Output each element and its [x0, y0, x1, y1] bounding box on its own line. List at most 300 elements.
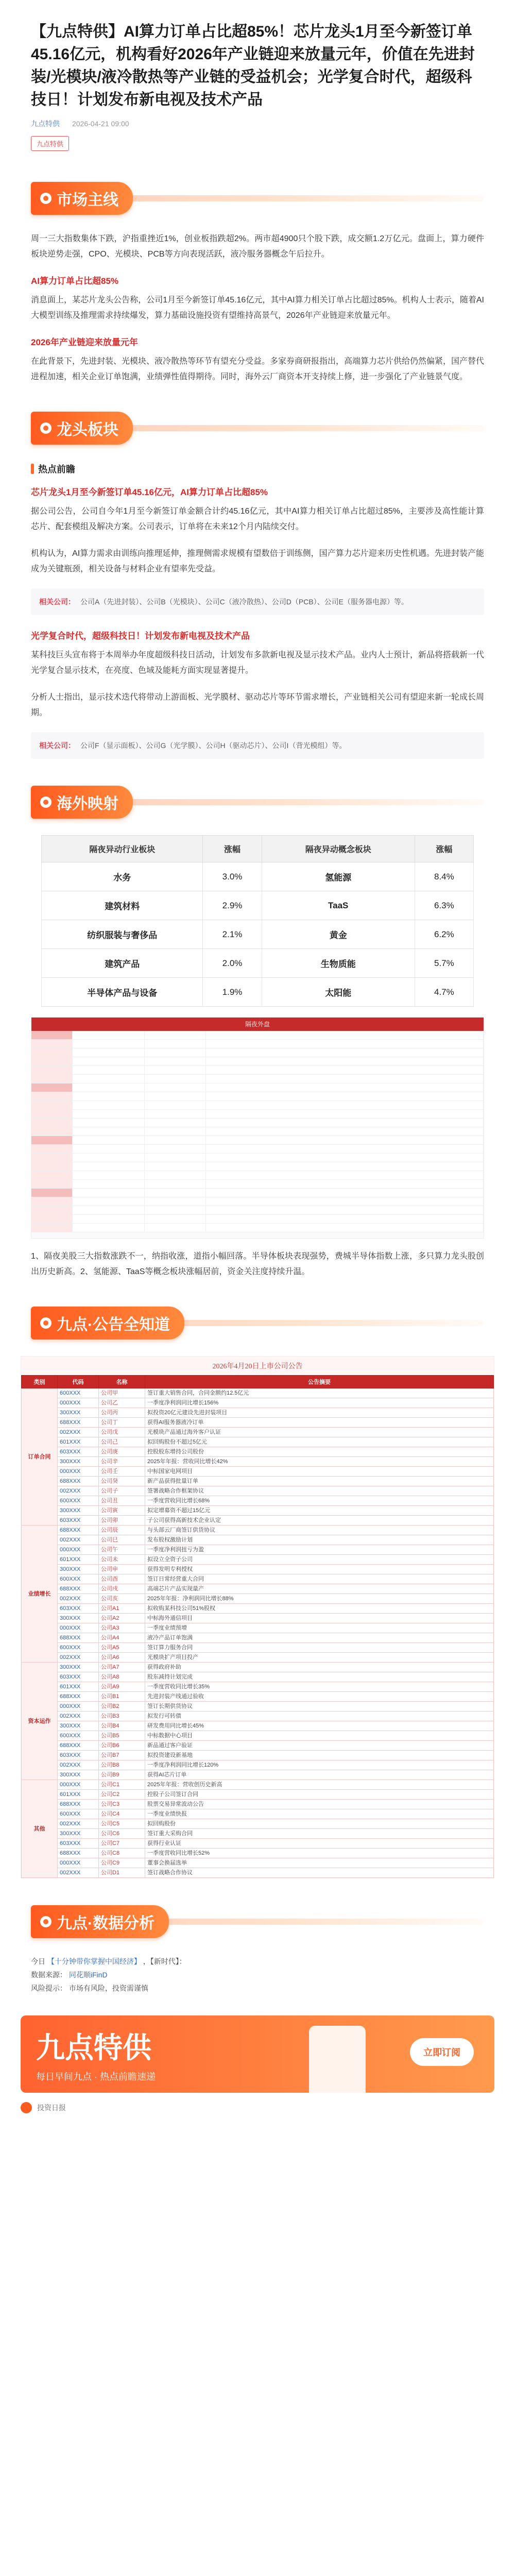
change-cell: 8.4% [415, 862, 473, 891]
announcement-summary-cell: 拟投资建设新基地 [145, 1751, 494, 1760]
table-row [22, 1741, 494, 1751]
section-title: 九点·数据分析 [57, 1915, 154, 1932]
announcement-summary-cell: 拟设立全资子公司 [145, 1555, 494, 1565]
table-row [22, 1437, 494, 1447]
paragraph: 周一三大指数集体下跌，沪指重挫近1%，创业板指跌超2%。两市超4900只个股下跌，成交额1.2万亿元。盘面上，算力硬件板块逆势走强，CPO、光模块、PCB等方向表现活跃，液冷服务器概念午后拉升。 [31, 234, 484, 259]
section-badge [31, 1307, 184, 1340]
section-title: 海外映射 [57, 795, 118, 812]
dragon-subtitle-1: 芯片龙头1月至今新签订单45.16亿元，AI算力订单占比超85% [31, 487, 268, 497]
announcement-summary-cell: 签署战略合作框架协议 [145, 1486, 494, 1496]
announcement-summary-cell: 一季度净利润同比增长120% [145, 1760, 494, 1770]
stock-code-cell[interactable]: 300XXX [58, 1408, 99, 1418]
stock-name-cell[interactable]: 公司卯 [99, 1516, 145, 1526]
related-label: 相关公司： [39, 741, 75, 750]
table-row [22, 1809, 494, 1819]
announcement-summary-cell: 拟回购股份不超过5亿元 [145, 1437, 494, 1447]
sector-name-cell: 黄金 [262, 920, 415, 949]
announcement-title: 2026年4月20日上市公司公告 [21, 1357, 494, 1375]
overseas-detail-image [31, 1017, 484, 1239]
stock-code-cell[interactable]: 603XXX [58, 1839, 99, 1849]
stock-code-cell[interactable]: 300XXX [58, 1565, 99, 1574]
stock-name-cell[interactable]: 公司丁 [99, 1418, 145, 1428]
table-row [22, 1858, 494, 1868]
table-row [22, 1760, 494, 1770]
stock-name-cell[interactable]: 公司亥 [99, 1594, 145, 1604]
section-title: 市场主线 [57, 192, 118, 209]
stats-label: 风险提示： [31, 1984, 67, 1992]
sector-name-cell: 太阳能 [262, 978, 415, 1007]
paragraph: 1、隔夜美股三大指数涨跌不一，纳指收涨，道指小幅回落。半导体板块表现强势，费城半导体指数上涨，多只算力龙头股创出历史新高。2、氢能源、TaaS等概念板块涨幅居前，资金关注度持续升温。 [31, 1252, 484, 1276]
announcement-summary-cell: 获得AI服务器液冷订单 [145, 1418, 494, 1428]
bullet-icon [40, 1916, 52, 1927]
sector-name-cell: 建筑产品 [42, 949, 203, 978]
change-cell: 5.7% [415, 949, 473, 978]
table-row [22, 1555, 494, 1565]
table-row [22, 1408, 494, 1418]
related-text: 公司F（显示面板）、公司G（光学膜）、公司H（驱动芯片）、公司I（背光模组）等。 [80, 741, 347, 750]
stock-name-cell[interactable]: 公司辛 [99, 1457, 145, 1467]
table-row [22, 1477, 494, 1486]
stock-code-cell[interactable]: 002XXX [58, 1535, 99, 1545]
stock-name-cell[interactable]: 公司B1 [99, 1692, 145, 1702]
table-row [22, 1506, 494, 1516]
article-source[interactable]: 九点特供 [31, 120, 60, 128]
sector-name-cell: 半导体产品与设备 [42, 978, 203, 1007]
stock-name-cell[interactable]: 公司A2 [99, 1614, 145, 1623]
announcement-summary-cell: 拟投资20亿元建设先进封装项目 [145, 1408, 494, 1418]
banner-big-title: 九点特供 [36, 2031, 151, 2064]
column-header: 隔夜异动行业板块 [42, 836, 203, 862]
stock-name-cell[interactable]: 公司A9 [99, 1682, 145, 1692]
announcement-summary-cell: 中标数据中心项目 [145, 1731, 494, 1741]
table-row [22, 1388, 494, 1398]
table-row [42, 978, 474, 1007]
banner-text [36, 2025, 156, 2083]
table-row [22, 1780, 494, 1790]
announcement-summary-cell: 签订长期供货协议 [145, 1702, 494, 1711]
stock-code-cell[interactable]: 601XXX [58, 1555, 99, 1565]
table-row [22, 1398, 494, 1408]
detail-image-row [31, 1110, 484, 1118]
stock-name-cell[interactable]: 公司C5 [99, 1819, 145, 1829]
stock-code-cell[interactable]: 601XXX [58, 1682, 99, 1692]
column-header: 涨幅 [415, 836, 473, 862]
stock-name-cell[interactable]: 公司乙 [99, 1398, 145, 1408]
stock-code-cell[interactable]: 000XXX [58, 1545, 99, 1555]
table-row [42, 920, 474, 949]
stock-name-cell[interactable]: 公司C2 [99, 1790, 145, 1800]
stock-code-cell[interactable]: 600XXX [58, 1496, 99, 1506]
detail-image-row [31, 1057, 484, 1066]
stock-code-cell[interactable]: 000XXX [58, 1702, 99, 1711]
stock-name-cell[interactable]: 公司C8 [99, 1849, 145, 1858]
stock-name-cell[interactable]: 公司己 [99, 1437, 145, 1447]
stock-code-cell[interactable]: 688XXX [58, 1477, 99, 1486]
announcement-summary-cell: 签订重大销售合同，合同金额约12.5亿元 [145, 1388, 494, 1398]
column-header: 涨幅 [203, 836, 262, 862]
announcement-summary-cell: 一季度营收同比增长52% [145, 1849, 494, 1858]
section-title: 龙头板块 [57, 421, 118, 438]
table-row [22, 1770, 494, 1780]
table-row [22, 1849, 494, 1858]
announcement-summary-cell: 2025年年报：营收同比增长42% [145, 1457, 494, 1467]
paragraph: 在此背景下，先进封装、光模块、液冷散热等环节有望充分受益。多家券商研报指出，高端算力芯片供给仍然偏紧，国产替代进程加速，相关企业订单饱满，业绩弹性值得期待。同时，海外云厂商资本开支持续上修，进一步强化了产业链景气度。 [31, 357, 485, 381]
table-row [22, 1594, 494, 1604]
announcement-summary-cell: 签订日常经营重大合同 [145, 1574, 494, 1584]
stock-code-cell[interactable]: 688XXX [58, 1633, 99, 1643]
related-companies-2 [31, 732, 484, 759]
dragon-tag [0, 462, 515, 476]
announcement-summary-cell: 新产品获得批量订单 [145, 1477, 494, 1486]
banner-subtitle: 每日早间九点 · 热点前瞻速递 [36, 2072, 156, 2082]
stock-name-cell[interactable]: 公司C6 [99, 1829, 145, 1839]
stock-code-cell[interactable]: 000XXX [58, 1623, 99, 1633]
stock-code-cell[interactable]: 603XXX [58, 1751, 99, 1760]
detail-image-row [31, 1048, 484, 1057]
bullet-icon [40, 422, 52, 434]
section-title: 九点·公告全知道 [57, 1316, 170, 1333]
announcement-summary-cell: 新品通过客户验证 [145, 1741, 494, 1751]
table-row [22, 1604, 494, 1614]
phone-icon [309, 2026, 366, 2093]
subscribe-button[interactable]: 立即订阅 [410, 2038, 474, 2066]
title-mark-icon [31, 464, 34, 474]
announcement-summary-cell: 高端芯片产品实现量产 [145, 1584, 494, 1594]
detail-image-header: 隔夜外盘 [31, 1018, 484, 1031]
table-row [22, 1819, 494, 1829]
table-row [22, 1565, 494, 1574]
stock-code-cell[interactable]: 002XXX [58, 1486, 99, 1496]
stock-code-cell[interactable]: 688XXX [58, 1741, 99, 1751]
stock-code-cell[interactable]: 002XXX [58, 1819, 99, 1829]
stats-link[interactable]: 【十分钟带你掌握中国经济】 [47, 1957, 141, 1965]
bullet-icon [40, 796, 52, 808]
table-header-row [42, 836, 474, 862]
stock-name-cell[interactable]: 公司A6 [99, 1653, 145, 1663]
announcement-summary-cell: 签订重大采购合同 [145, 1829, 494, 1839]
stock-name-cell[interactable]: 公司C1 [99, 1780, 145, 1790]
tag-row [0, 129, 515, 155]
stock-code-cell[interactable]: 603XXX [58, 1516, 99, 1526]
article-time: 2026-04-21 09:00 [72, 120, 129, 128]
stock-code-cell[interactable]: 000XXX [58, 1467, 99, 1477]
detail-image-row [31, 1031, 484, 1040]
stock-name-cell[interactable]: 公司庚 [99, 1447, 145, 1457]
stock-name-cell[interactable]: 公司A8 [99, 1672, 145, 1682]
table-row [22, 1486, 494, 1496]
table-row [22, 1663, 494, 1672]
announcement-summary-cell: 2025年年报：净利润同比增长88% [145, 1594, 494, 1604]
stock-name-cell[interactable]: 公司B5 [99, 1731, 145, 1741]
paragraph: 分析人士指出，显示技术迭代将带动上游面板、光学膜材、驱动芯片等环节需求增长，产业链相关公司有望迎来新一轮成长周期。 [31, 693, 485, 717]
stock-name-cell[interactable]: 公司酉 [99, 1574, 145, 1584]
table-row [22, 1623, 494, 1633]
announcement-summary-cell: 一季度净利润同比增长156% [145, 1398, 494, 1408]
stock-code-cell[interactable]: 002XXX [58, 1594, 99, 1604]
announcement-summary-cell: 签订算力服务合同 [145, 1643, 494, 1653]
highlight-line: 2026年产业链迎来放量元年 [31, 337, 138, 347]
table-row [22, 1682, 494, 1692]
stock-code-cell[interactable]: 600XXX [58, 1388, 99, 1398]
table-row [42, 949, 474, 978]
announcement-summary-cell: 中标海外通信项目 [145, 1614, 494, 1623]
stock-name-cell[interactable]: 公司A7 [99, 1663, 145, 1672]
change-cell: 3.0% [203, 862, 262, 891]
section-banner-market [31, 178, 484, 219]
stats-line [31, 1981, 484, 1995]
table-row [42, 891, 474, 920]
change-cell: 2.9% [203, 891, 262, 920]
column-header: 类别 [22, 1376, 58, 1388]
table-row [22, 1467, 494, 1477]
paragraph: 某科技巨头宣布将于本周举办年度超级科技日活动，计划发布多款新电视及显示技术产品。业内人士预计，新品将搭载新一代光学复合显示技术，在亮度、色域及能耗方面实现显著提升。 [31, 651, 485, 675]
table-header-row [22, 1376, 494, 1388]
announcement-summary-cell: 拟回购股份 [145, 1819, 494, 1829]
table-row [22, 1702, 494, 1711]
stock-name-cell[interactable]: 公司午 [99, 1545, 145, 1555]
stock-name-cell[interactable]: 公司寅 [99, 1506, 145, 1516]
stock-code-cell[interactable]: 601XXX [58, 1437, 99, 1447]
detail-image-row [31, 1075, 484, 1083]
detail-image-row [31, 1145, 484, 1154]
announcement-summary-cell: 发布股权激励计划 [145, 1535, 494, 1545]
stock-name-cell[interactable]: 公司C4 [99, 1809, 145, 1819]
announcement-summary-cell: 控股子公司签订合同 [145, 1790, 494, 1800]
article-tag[interactable]: 九点特供 [31, 136, 69, 151]
column-header: 隔夜异动概念板块 [262, 836, 415, 862]
stock-code-cell[interactable]: 603XXX [58, 1604, 99, 1614]
stock-name-cell[interactable]: 公司辰 [99, 1526, 145, 1535]
stock-name-cell[interactable]: 公司B6 [99, 1741, 145, 1751]
stock-name-cell[interactable]: 公司子 [99, 1486, 145, 1496]
section-banner-dragon [31, 408, 484, 449]
stock-code-cell[interactable]: 300XXX [58, 1614, 99, 1623]
announcement-block [21, 1356, 494, 1878]
stock-name-cell[interactable]: 公司丙 [99, 1408, 145, 1418]
article-title: 【九点特供】AI算力订单占比超85%！芯片龙头1月至今新签订单45.16亿元，机构看好2026年产业链迎来放量元年，价值在先进封装/光模块/液冷散热等产业链的受益机会；光学复合时代，超级科技日！计划发布新电视及技术产品 [31, 23, 475, 108]
detail-image-row [31, 1197, 484, 1206]
stock-code-cell[interactable]: 000XXX [58, 1398, 99, 1408]
change-cell: 6.3% [415, 891, 473, 920]
brand-logo-icon [21, 2102, 32, 2113]
detail-image-row [31, 1092, 484, 1101]
announcement-summary-cell: 拟收购某科技公司51%股权 [145, 1604, 494, 1614]
bottom-bar [21, 2102, 494, 2113]
detail-image-row [31, 1206, 484, 1215]
stock-name-cell[interactable]: 公司壬 [99, 1467, 145, 1477]
sector-name-cell: 生物质能 [262, 949, 415, 978]
detail-image-row [31, 1162, 484, 1171]
table-row [22, 1672, 494, 1682]
paragraph: 机构认为，AI算力需求由训练向推理延伸，推理侧需求规模有望数倍于训练侧，国产算力芯片迎来历史性机遇。先进封装产能成为关键瓶颈，相关设备与材料企业有望率先受益。 [31, 549, 484, 573]
stock-name-cell[interactable]: 公司A4 [99, 1633, 145, 1643]
announcement-summary-cell: 与头部云厂商签订供货协议 [145, 1526, 494, 1535]
overseas-table [41, 835, 474, 1007]
stock-name-cell[interactable]: 公司C9 [99, 1858, 145, 1868]
sector-name-cell: 水务 [42, 862, 203, 891]
bullet-icon [40, 193, 52, 204]
stock-name-cell[interactable]: 公司A5 [99, 1643, 145, 1653]
stock-code-cell[interactable]: 601XXX [58, 1790, 99, 1800]
announcement-summary-cell: 一季度营收同比增长68% [145, 1496, 494, 1506]
stock-name-cell[interactable]: 公司巳 [99, 1535, 145, 1545]
announcement-summary-cell: 子公司获得高新技术企业认定 [145, 1516, 494, 1526]
stock-name-cell[interactable]: 公司未 [99, 1555, 145, 1565]
section-banner-announce [31, 1302, 484, 1344]
column-header: 代码 [58, 1376, 99, 1388]
table-row [22, 1496, 494, 1506]
sector-name-cell: 建筑材料 [42, 891, 203, 920]
related-text: 公司A（先进封装）、公司B（光模块）、公司C（液冷散热）、公司D（PCB）、公司E（服务器电源）等。 [80, 598, 409, 606]
highlight-line: AI算力订单占比超85% [31, 276, 119, 286]
stock-name-cell[interactable]: 公司戌 [99, 1584, 145, 1594]
table-row [22, 1574, 494, 1584]
stock-name-cell[interactable]: 公司戊 [99, 1428, 145, 1437]
stock-code-cell[interactable]: 300XXX [58, 1721, 99, 1731]
stats-label: 数据来源： [31, 1971, 67, 1979]
section-badge [31, 182, 133, 215]
section-badge [31, 786, 133, 819]
stock-name-cell[interactable]: 公司丑 [99, 1496, 145, 1506]
table-row [22, 1800, 494, 1809]
stock-code-cell[interactable]: 300XXX [58, 1770, 99, 1780]
sector-name-cell: 纺织服装与奢侈品 [42, 920, 203, 949]
announcement-summary-cell: 2025年年报：营收创历史新高 [145, 1780, 494, 1790]
table-row [22, 1584, 494, 1594]
stock-code-cell[interactable]: 002XXX [58, 1428, 99, 1437]
table-row [22, 1526, 494, 1535]
stock-code-cell[interactable]: 002XXX [58, 1760, 99, 1770]
announcement-summary-cell: 控股股东增持公司股份 [145, 1447, 494, 1457]
stock-name-cell[interactable]: 公司A1 [99, 1604, 145, 1614]
stats-text: ，【新时代】： [143, 1957, 186, 1965]
table-row [22, 1868, 494, 1878]
stock-code-cell[interactable]: 600XXX [58, 1731, 99, 1741]
detail-image-row [31, 1040, 484, 1048]
stock-name-cell[interactable]: 公司甲 [99, 1388, 145, 1398]
stats-link[interactable]: 同花顺iFinD [68, 1971, 108, 1979]
category-cell: 业绩增长 [22, 1526, 58, 1663]
table-row [22, 1614, 494, 1623]
table-row [22, 1711, 494, 1721]
announcement-summary-cell: 拟发行可转债 [145, 1711, 494, 1721]
table-row [22, 1418, 494, 1428]
detail-image-row [31, 1136, 484, 1145]
stock-code-cell[interactable]: 603XXX [58, 1447, 99, 1457]
table-row [22, 1839, 494, 1849]
announcement-summary-cell: 光模块产品通过海外客户认证 [145, 1428, 494, 1437]
table-row [22, 1633, 494, 1643]
announcement-summary-cell: 获得AI芯片订单 [145, 1770, 494, 1780]
stats-text: 市场有风险，投资需谨慎 [68, 1984, 148, 1992]
announcement-summary-cell: 一季度净利润扭亏为盈 [145, 1545, 494, 1555]
stock-code-cell[interactable]: 600XXX [58, 1643, 99, 1653]
announcement-summary-cell: 签订战略合作协议 [145, 1868, 494, 1878]
stock-code-cell[interactable]: 300XXX [58, 1663, 99, 1672]
brand-name[interactable]: 投资日报 [37, 2104, 66, 2112]
bullet-icon [40, 1317, 52, 1329]
stock-name-cell[interactable]: 公司D1 [99, 1868, 145, 1878]
table-row [22, 1653, 494, 1663]
detail-image-row [31, 1083, 484, 1092]
stock-code-cell[interactable]: 600XXX [58, 1809, 99, 1819]
stock-code-cell[interactable]: 688XXX [58, 1418, 99, 1428]
table-row [22, 1516, 494, 1526]
stock-name-cell[interactable]: 公司A3 [99, 1623, 145, 1633]
stats-line [31, 1955, 484, 1968]
table-row [22, 1643, 494, 1653]
stock-name-cell[interactable]: 公司B2 [99, 1702, 145, 1711]
table-row [42, 862, 474, 891]
table-row [22, 1535, 494, 1545]
table-row [22, 1428, 494, 1437]
sector-name-cell: 氢能源 [262, 862, 415, 891]
stock-name-cell[interactable]: 公司B7 [99, 1751, 145, 1760]
announcement-summary-cell: 股票交易异常波动公告 [145, 1800, 494, 1809]
stats-label: 今日 [31, 1957, 45, 1965]
stats-line [31, 1968, 484, 1981]
column-header: 公告摘要 [145, 1376, 494, 1388]
table-row [22, 1457, 494, 1467]
stock-code-cell[interactable]: 300XXX [58, 1457, 99, 1467]
stock-name-cell[interactable]: 公司B9 [99, 1770, 145, 1780]
stock-code-cell[interactable]: 300XXX [58, 1829, 99, 1839]
announcement-summary-cell: 光模块扩产项目投产 [145, 1653, 494, 1663]
stock-code-cell[interactable]: 688XXX [58, 1849, 99, 1858]
table-row [22, 1790, 494, 1800]
stock-code-cell[interactable]: 300XXX [58, 1506, 99, 1516]
detail-image-row [31, 1066, 484, 1075]
stock-code-cell[interactable]: 002XXX [58, 1711, 99, 1721]
announcement-summary-cell: 拟定增募资不超过15亿元 [145, 1506, 494, 1516]
stock-code-cell[interactable]: 688XXX [58, 1800, 99, 1809]
stock-code-cell[interactable]: 603XXX [58, 1672, 99, 1682]
change-cell: 6.2% [415, 920, 473, 949]
stock-code-cell[interactable]: 600XXX [58, 1574, 99, 1584]
stock-code-cell[interactable]: 000XXX [58, 1780, 99, 1790]
stock-code-cell[interactable]: 688XXX [58, 1584, 99, 1594]
table-row [22, 1731, 494, 1741]
detail-image-row [31, 1189, 484, 1197]
announcement-summary-cell: 股东减持计划完成 [145, 1672, 494, 1682]
stock-code-cell[interactable]: 002XXX [58, 1653, 99, 1663]
table-row [22, 1447, 494, 1457]
detail-image-row [31, 1127, 484, 1136]
stock-name-cell[interactable]: 公司B8 [99, 1760, 145, 1770]
stock-code-cell[interactable]: 000XXX [58, 1858, 99, 1868]
stock-code-cell[interactable]: 002XXX [58, 1868, 99, 1878]
stock-name-cell[interactable]: 公司B3 [99, 1711, 145, 1721]
announcement-summary-cell: 一季度业绩预增 [145, 1623, 494, 1633]
table-row [22, 1545, 494, 1555]
stock-code-cell[interactable]: 688XXX [58, 1692, 99, 1702]
stock-code-cell[interactable]: 688XXX [58, 1526, 99, 1535]
related-companies-1 [31, 588, 484, 615]
section-banner-data [31, 1901, 484, 1942]
subscribe-banner[interactable] [21, 2015, 494, 2093]
stock-name-cell[interactable]: 公司C7 [99, 1839, 145, 1849]
detail-image-row [31, 1215, 484, 1224]
stock-name-cell[interactable]: 公司申 [99, 1565, 145, 1574]
stock-name-cell[interactable]: 公司C3 [99, 1800, 145, 1809]
stock-name-cell[interactable]: 公司B4 [99, 1721, 145, 1731]
announcement-summary-cell: 一季度营收同比增长35% [145, 1682, 494, 1692]
table-row [22, 1751, 494, 1760]
category-cell: 资本运作 [22, 1663, 58, 1780]
paragraph: 据公司公告，公司自今年1月至今新签订单金额合计约45.16亿元，其中AI算力相关订单占比超过85%，主要涉及高性能计算芯片、配套模组及解决方案。公司表示，订单将在未来12个月内陆续交付。 [31, 507, 484, 531]
change-cell: 2.1% [203, 920, 262, 949]
stock-name-cell[interactable]: 公司癸 [99, 1477, 145, 1486]
